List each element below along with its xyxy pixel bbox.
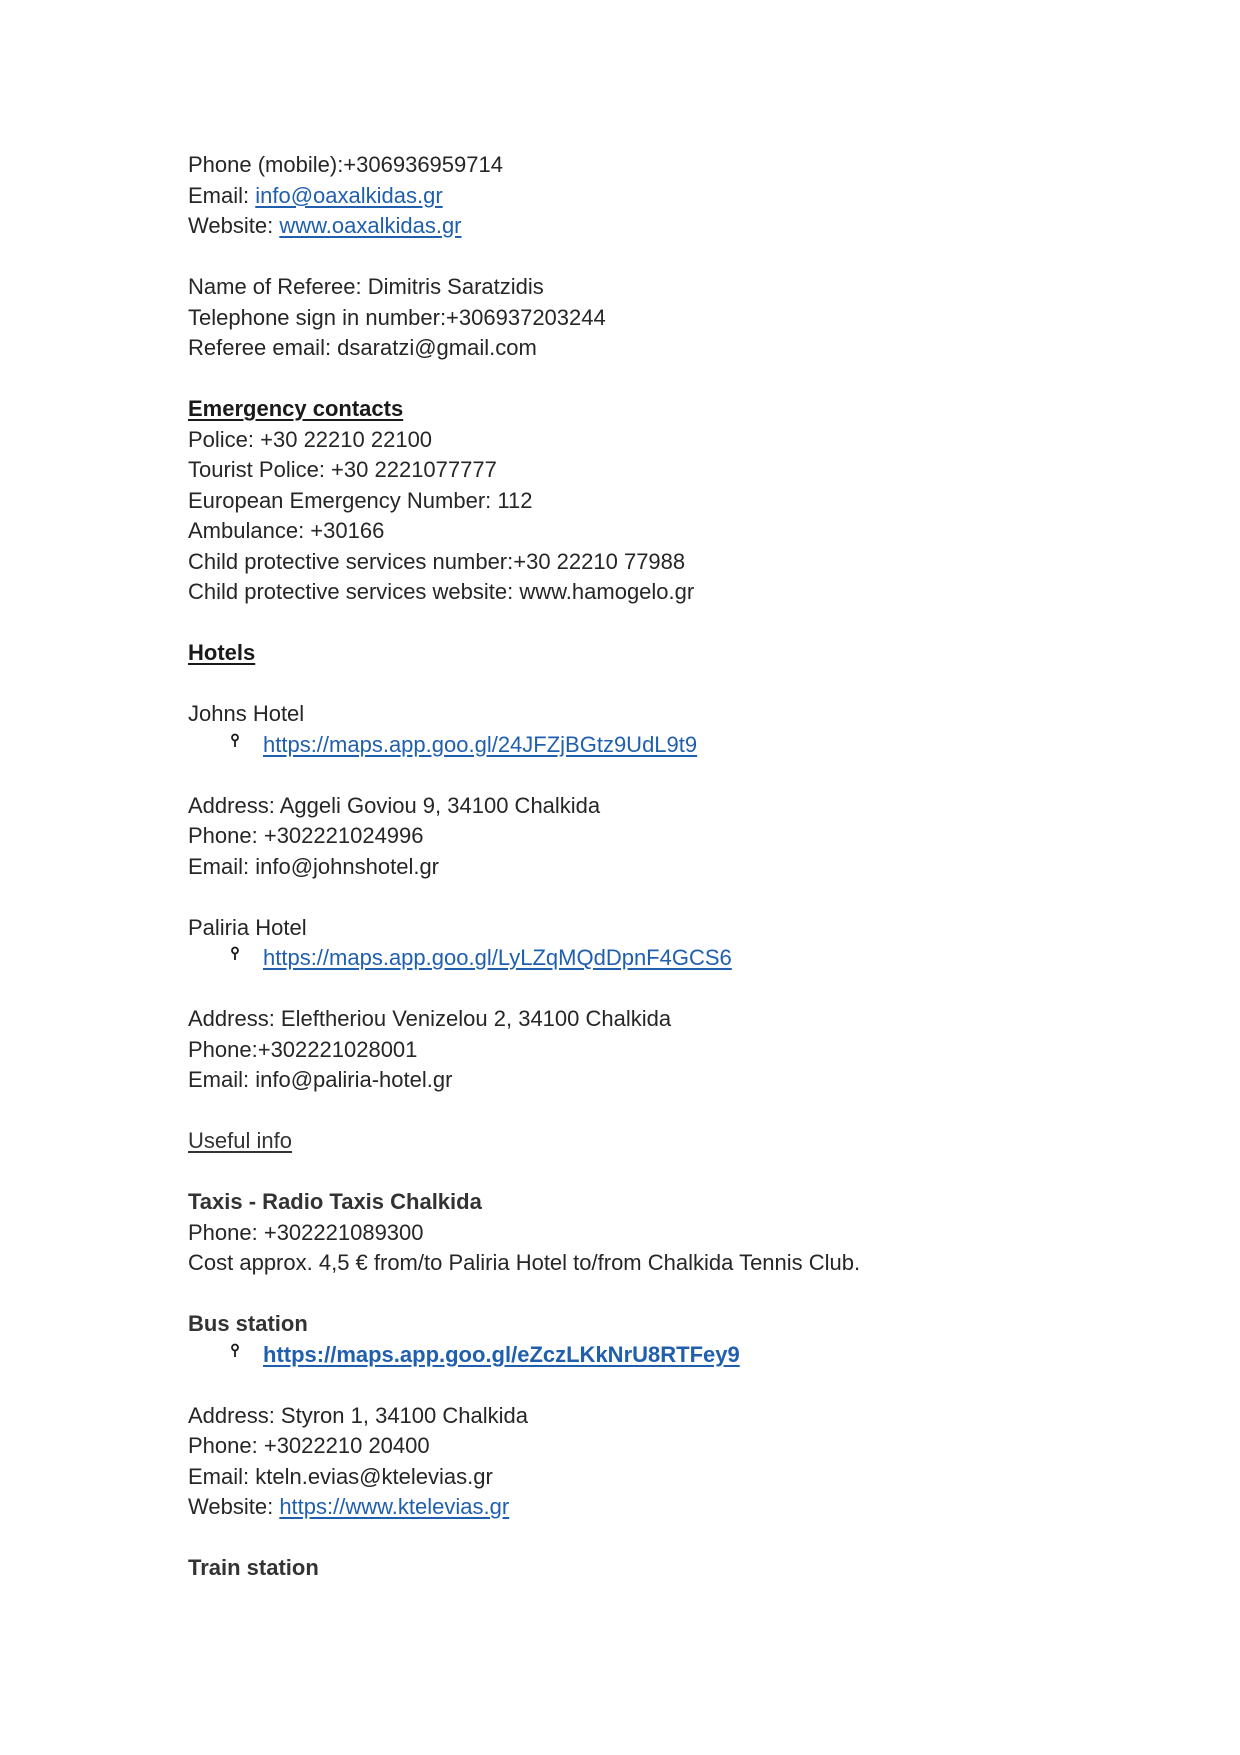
taxis-phone: Phone: +302221089300 — [188, 1219, 424, 1245]
spacer — [188, 1370, 1148, 1401]
hotel-address: Address: Aggeli Goviou 9, 34100 Chalkida — [188, 792, 601, 818]
map-pin-icon — [230, 954, 263, 962]
useful-info-heading: Useful info — [188, 1128, 292, 1153]
spacer — [188, 242, 1148, 273]
spacer — [188, 364, 1148, 395]
bus-address: Address: Styron 1, 34100 Chalkida — [188, 1402, 528, 1428]
bus-website-link[interactable]: https://www.ktelevias.gr — [279, 1494, 510, 1519]
club-website-link[interactable]: www.oaxalkidas.gr — [279, 213, 462, 238]
bus-map-bullet — [188, 1340, 1148, 1371]
spacer — [188, 1157, 1148, 1188]
spacer — [188, 882, 1148, 913]
bus-phone: Phone: +3022210 20400 — [188, 1433, 430, 1458]
hotel-email: Email: info@paliria-hotel.gr — [188, 1067, 453, 1092]
spacer — [188, 974, 1148, 1005]
taxis-cost: Cost approx. 4,5 € from/to Paliria Hotel to/from Chalkida Tennis Club. — [188, 1250, 861, 1275]
hotel-phone: Phone:+302221028001 — [188, 1036, 418, 1062]
bus-email: Email: kteln.evias@ktelevias.gr — [188, 1463, 493, 1489]
hotel-email: Email: info@johnshotel.gr — [188, 853, 440, 879]
club-email-link[interactable]: info@oaxalkidas.gr — [255, 182, 443, 208]
emergency-heading: Emergency contacts — [188, 396, 404, 421]
hotels-heading: Hotels — [188, 640, 256, 665]
hotel-name: Paliria Hotel — [188, 914, 307, 940]
hotel-map-link[interactable]: https://maps.app.goo.gl/LyLZqMQdDpnF4GCS6 — [263, 945, 732, 970]
emergency-item: Tourist Police: +30 2221077777 — [188, 457, 497, 482]
hotel-map-link[interactable]: https://maps.app.goo.gl/24JFZjBGtz9UdL9t9 — [263, 731, 698, 757]
hotel-address: Address: Eleftheriou Venizelou 2, 34100 Chalkida — [188, 1006, 672, 1031]
emergency-item: Ambulance: +30166 — [188, 518, 385, 543]
hotel-map-bullet — [188, 943, 1148, 974]
emergency-item: European Emergency Number: 112 — [188, 487, 533, 513]
emergency-item: Police: +30 22210 22100 — [188, 426, 433, 452]
referee-phone: Telephone sign in number:+306937203244 — [188, 304, 606, 330]
bus-map-link[interactable]: https://maps.app.goo.gl/eZczLKkNrU8RTFey9 — [263, 1341, 740, 1367]
hotel-phone: Phone: +302221024996 — [188, 823, 424, 848]
document-page — [188, 150, 1148, 1584]
spacer — [188, 1523, 1148, 1554]
referee-email: Referee email: dsaratzi@gmail.com — [188, 335, 537, 360]
emergency-item: Child protective services website: www.hamogelo.gr — [188, 579, 695, 604]
bus-title: Bus station — [188, 1311, 308, 1336]
train-title: Train station — [188, 1555, 319, 1580]
referee-name: Name of Referee: Dimitris Saratzidis — [188, 274, 544, 299]
bus-website-label: Website: — [188, 1494, 280, 1519]
spacer — [188, 608, 1148, 639]
spacer — [188, 760, 1148, 791]
spacer — [188, 669, 1148, 700]
club-website-label: Website: — [188, 213, 280, 238]
club-website-line — [188, 211, 1148, 242]
club-email-line — [188, 181, 1148, 212]
map-pin-icon — [230, 1351, 263, 1359]
emergency-item: Child protective services number:+30 22210 77988 — [188, 548, 686, 574]
hotel-map-bullet — [188, 730, 1148, 761]
club-email-label: Email: — [188, 182, 256, 208]
hotel-name: Johns Hotel — [188, 701, 305, 726]
club-phone: Phone (mobile):+306936959714 — [188, 152, 503, 177]
spacer — [188, 1096, 1148, 1127]
spacer — [188, 1279, 1148, 1310]
map-pin-icon — [230, 741, 263, 749]
bus-website-line — [188, 1492, 1148, 1523]
taxis-title: Taxis - Radio Taxis Chalkida — [188, 1189, 482, 1214]
